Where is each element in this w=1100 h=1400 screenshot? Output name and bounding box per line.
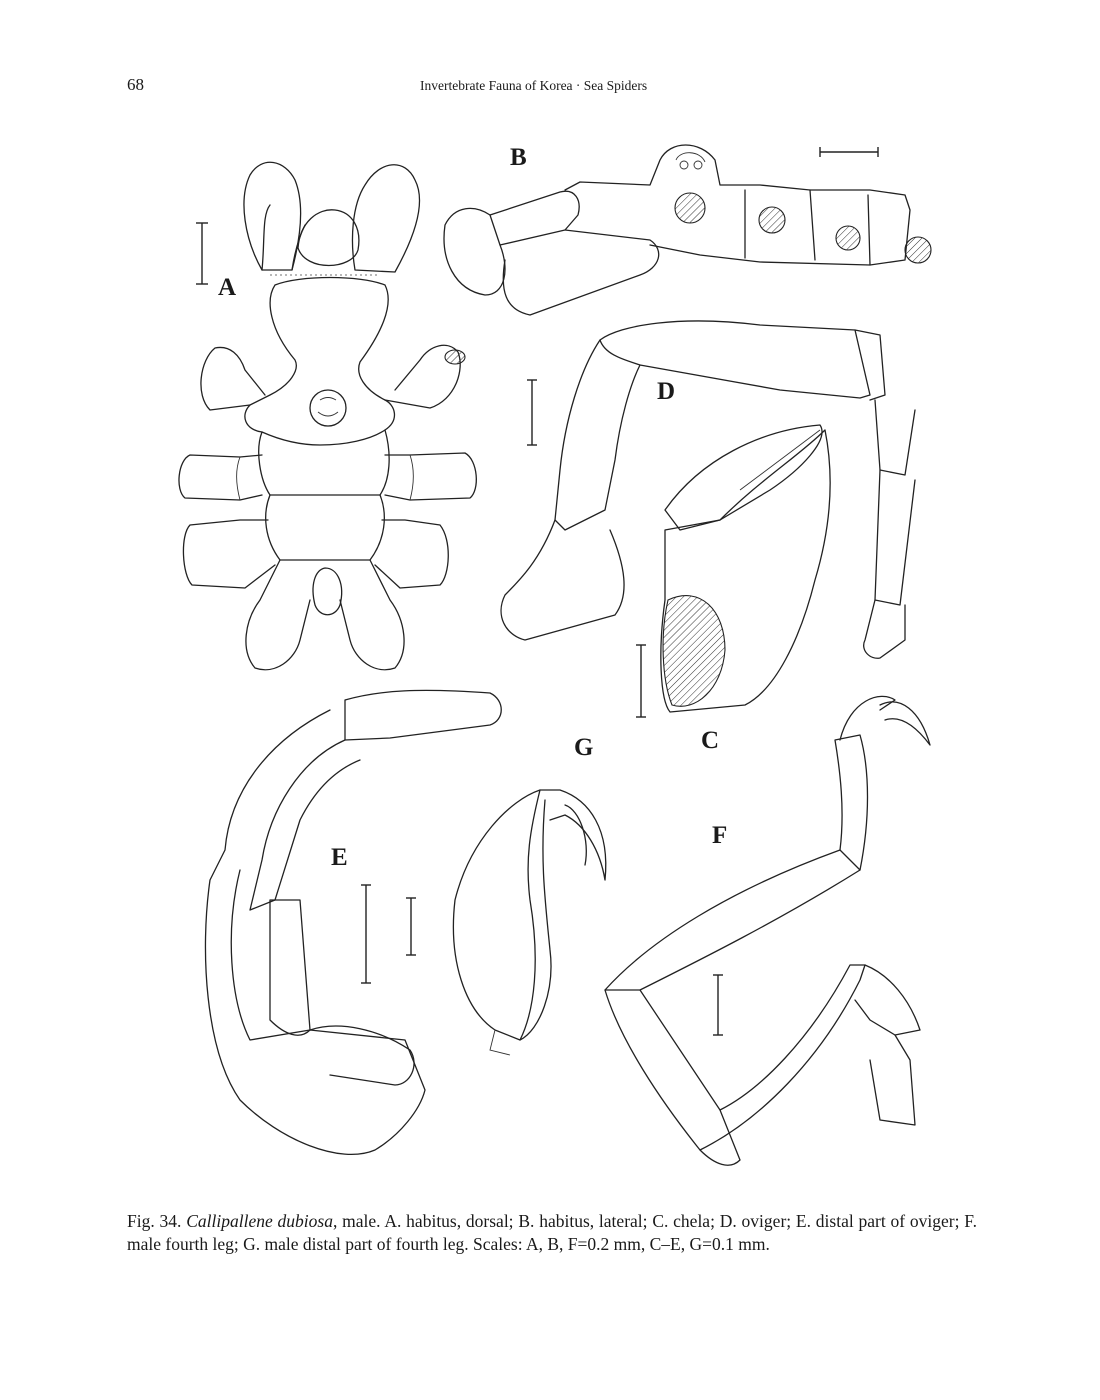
panel-label-e: E bbox=[331, 844, 348, 871]
panel-c-drawing bbox=[636, 425, 830, 717]
caption-fig-label: Fig. 34. bbox=[127, 1211, 182, 1231]
running-head: Invertebrate Fauna of Korea · Sea Spiders bbox=[420, 78, 648, 93]
panel-label-c: C bbox=[701, 727, 720, 754]
panel-g-drawing bbox=[406, 790, 606, 1055]
panel-label-g: G bbox=[574, 734, 594, 761]
panel-f-drawing bbox=[605, 696, 930, 1165]
page-number: 68 bbox=[127, 75, 144, 94]
caption-species: Callipallene dubiosa bbox=[186, 1211, 333, 1231]
panel-a-drawing bbox=[179, 162, 476, 669]
panel-label-d: D bbox=[657, 378, 676, 405]
panel-label-f: F bbox=[712, 822, 728, 849]
panel-label-b: B bbox=[510, 144, 527, 171]
panel-e-drawing bbox=[205, 690, 501, 1154]
caption-text: , male. A. habitus, dorsal; B. habitus, lateral; C. chela; D. oviger; E. distal part of oviger; F. male fourth leg; G. male distal part of fourth leg. Scales: A, B, F=0.2 mm, C–E, G=0.1 mm. bbox=[127, 1211, 977, 1254]
figure-caption bbox=[127, 1210, 977, 1256]
panel-label-a: A bbox=[218, 274, 237, 301]
